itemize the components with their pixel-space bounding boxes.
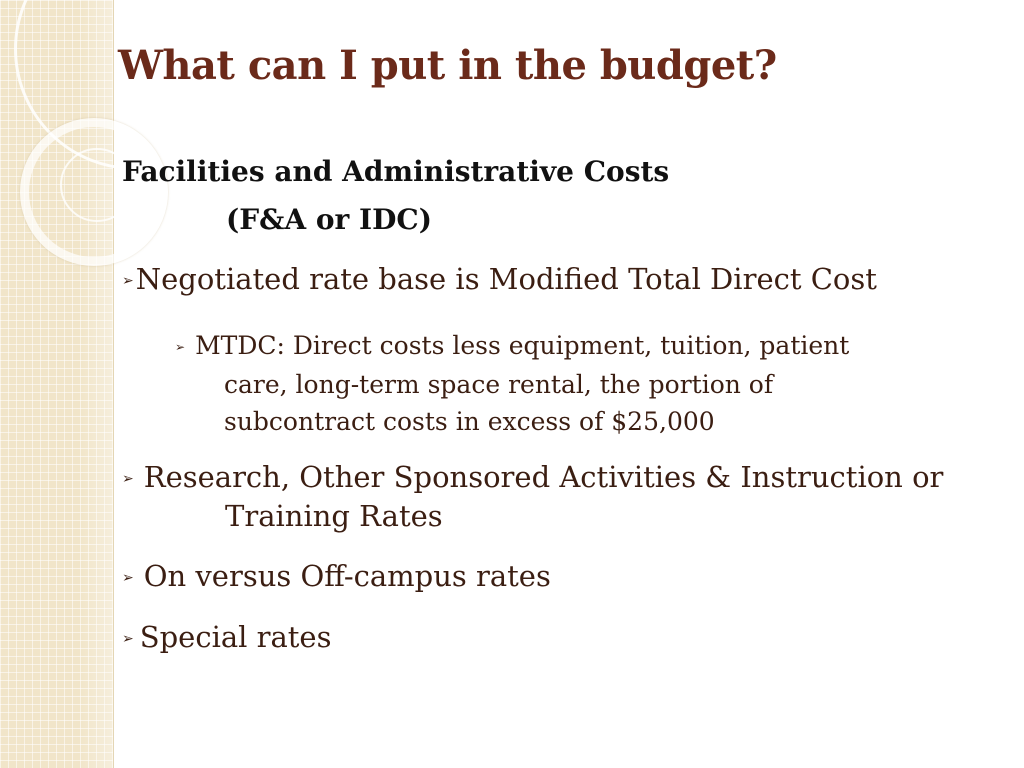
- bullet-text: Special rates: [139, 620, 332, 654]
- bullet-special-rates: [122, 620, 331, 654]
- section-heading: [122, 148, 669, 244]
- bullet-text-line-1: Research, Other Sponsored Activities & Instruction or: [143, 460, 944, 494]
- sub-bullet-mtdc-definition: [175, 327, 849, 440]
- bullet-text-line-2: Training Rates: [225, 499, 443, 533]
- arrow-bullet-icon: ➢: [122, 471, 134, 487]
- slide-title: What can I put in the budget?: [118, 42, 777, 89]
- bullet-campus-rates: [122, 559, 551, 593]
- heading-line-2: (F&A or IDC): [226, 203, 432, 236]
- bullet-mtdc-base: [122, 262, 877, 296]
- arrow-bullet-icon: ➢: [122, 273, 134, 289]
- bullet-text-line-3: subcontract costs in excess of $25,000: [224, 407, 715, 436]
- bullet-rate-types: [122, 459, 943, 535]
- arrow-bullet-icon: ➢: [175, 340, 186, 354]
- bullet-text-line-2: care, long-term space rental, the portion of: [224, 370, 774, 399]
- bullet-text: On versus Off-campus rates: [143, 559, 551, 593]
- arrow-bullet-icon: ➢: [122, 570, 134, 586]
- bullet-text: Negotiated rate base is Modified Total Direct Cost: [135, 262, 877, 296]
- arrow-bullet-icon: ➢: [122, 631, 134, 647]
- heading-line-1: Facilities and Administrative Costs: [122, 155, 670, 188]
- bullet-text-line-1: MTDC: Direct costs less equipment, tuition, patient: [195, 331, 850, 360]
